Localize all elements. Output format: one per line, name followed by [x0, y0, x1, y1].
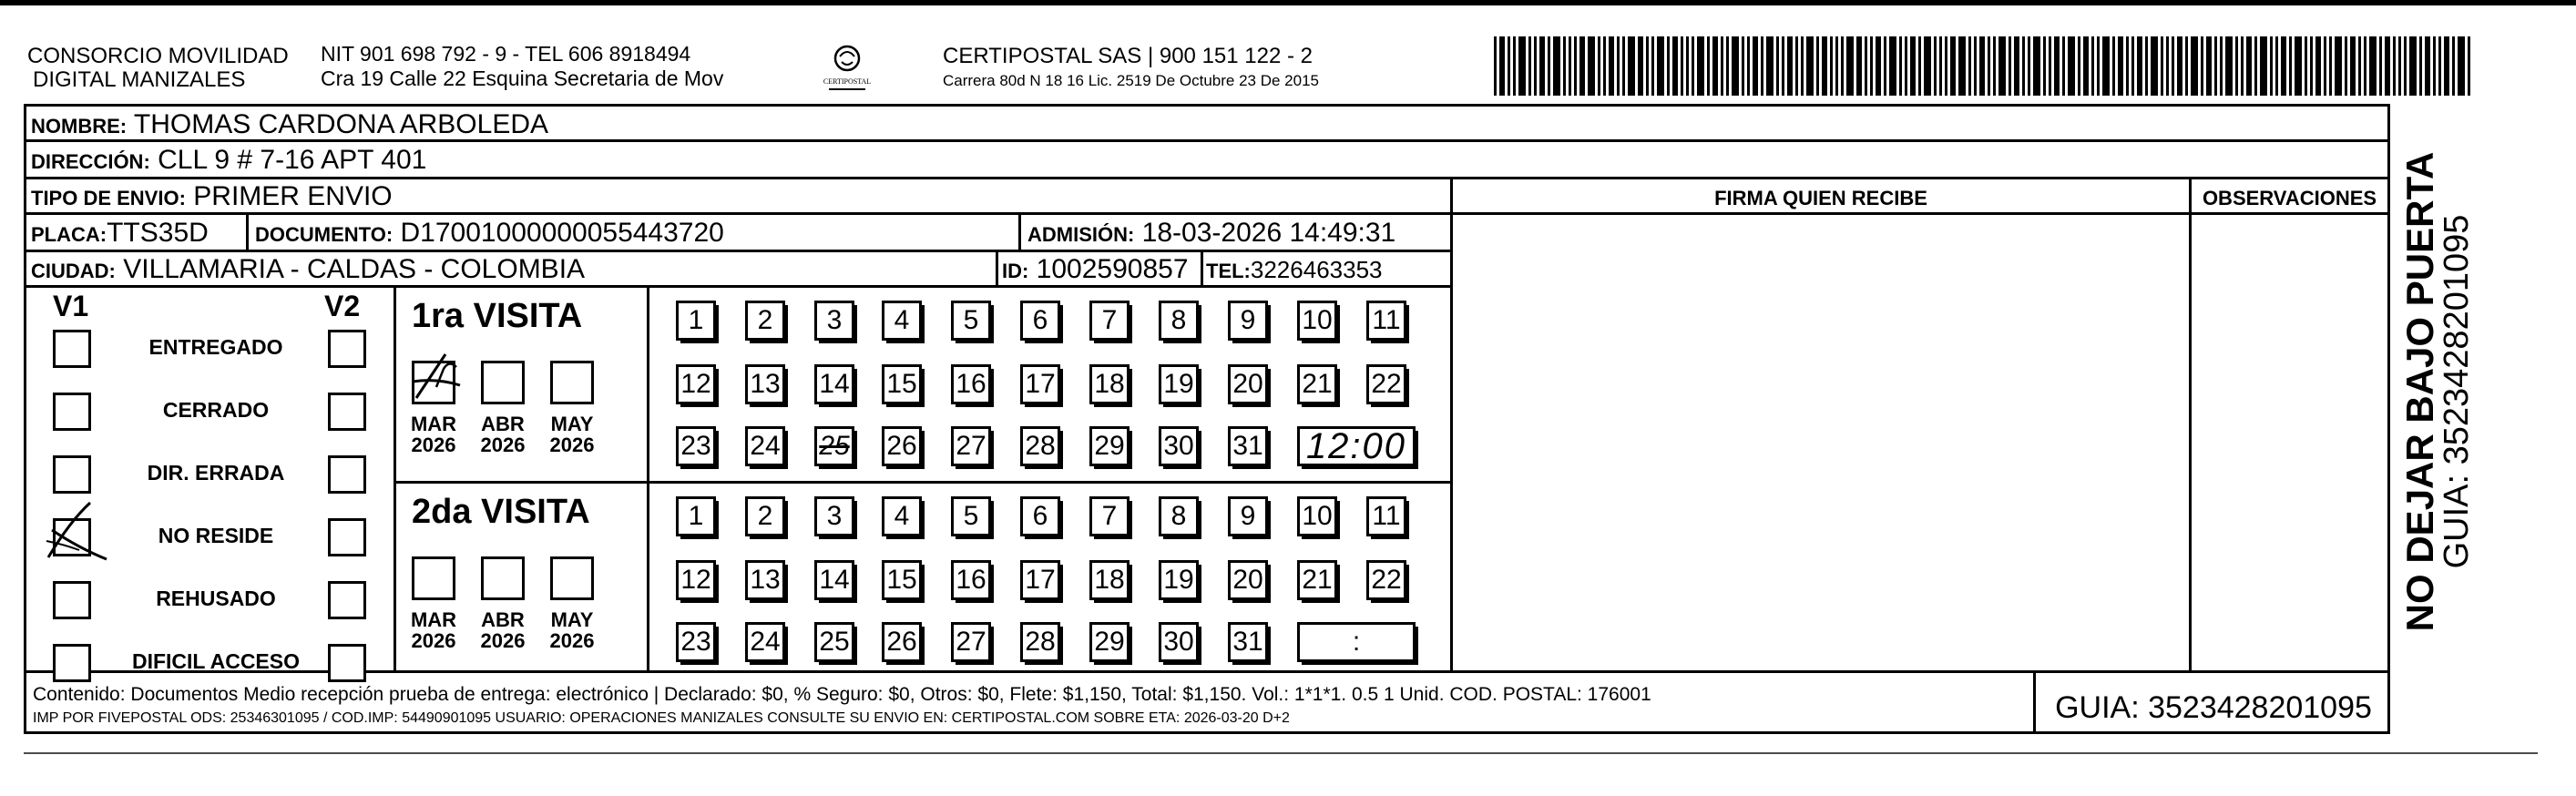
v1-checkbox[interactable]: [53, 455, 91, 494]
barcode-bar: [1806, 36, 1814, 96]
barcode-bar: [2379, 36, 2382, 96]
barcode-bar: [1628, 36, 1635, 96]
barcode-bar: [1830, 36, 1833, 96]
day-box[interactable]: 31: [1228, 426, 1268, 466]
barcode-bar: [2097, 36, 2100, 96]
barcode-bar: [2254, 36, 2257, 96]
barcode-bar: [2161, 36, 2163, 96]
day-box[interactable]: 25: [814, 622, 854, 662]
day-box[interactable]: 1: [676, 301, 716, 341]
day-box[interactable]: 3: [814, 496, 854, 536]
barcode-bar: [2444, 36, 2449, 96]
day-box[interactable]: 13: [745, 364, 785, 404]
barcode-bar: [2062, 36, 2065, 96]
direccion-field: [31, 147, 426, 174]
month-checkbox[interactable]: [412, 361, 455, 404]
day-box[interactable]: 28: [1020, 622, 1060, 662]
barcode-bar: [1574, 36, 1577, 96]
day-box[interactable]: 30: [1159, 622, 1199, 662]
month-label: MAR 2026: [410, 413, 457, 457]
v2-checkbox[interactable]: [328, 644, 366, 682]
barcode-bar: [2191, 36, 2198, 96]
barcode-bar: [1499, 36, 1505, 96]
barcode-bar: [2131, 36, 2134, 96]
barcode-bar: [1603, 36, 1606, 96]
barcode-bar: [1638, 36, 1643, 96]
company-line-1: CONSORCIO MOVILIDAD: [27, 44, 289, 68]
barcode-bar: [2043, 36, 2046, 96]
month-label: ABR 2026: [480, 608, 526, 653]
month-label: MAR 2026: [410, 608, 457, 653]
day-box[interactable]: 24: [745, 426, 785, 466]
barcode-bar: [1518, 36, 1526, 96]
day-box[interactable]: 16: [951, 560, 991, 600]
barcode-bar: [2172, 36, 2174, 96]
v1-label: V1: [53, 290, 89, 322]
barcode-bar: [2409, 36, 2417, 96]
barcode-bar: [1870, 36, 1873, 96]
barcode: [1494, 36, 2505, 96]
barcode-bar: [1776, 36, 1779, 96]
barcode-bar: [2185, 36, 2188, 96]
barcode-bar: [1539, 36, 1545, 96]
barcode-bar: [1846, 36, 1854, 96]
barcode-bar: [1979, 36, 1985, 96]
id-label: ID:: [1002, 260, 1029, 282]
barcode-bar: [2275, 36, 2278, 96]
direccion-value: CLL 9 # 7-16 APT 401: [158, 145, 427, 175]
day-box[interactable]: 7: [1089, 496, 1130, 536]
barcode-bar: [1856, 36, 1862, 96]
v1-checkbox[interactable]: [53, 518, 91, 556]
barcode-bar: [2335, 36, 2342, 96]
tipo-field: [31, 183, 393, 210]
barcode-bar: [2315, 36, 2321, 96]
barcode-bar: [2281, 36, 2286, 96]
day-box[interactable]: 19: [1159, 560, 1199, 600]
tel-value: 3226463353: [1250, 256, 1383, 283]
documento-label: DOCUMENTO:: [255, 223, 394, 246]
side-warning: NO DEJAR BAJO PUERTA: [2398, 151, 2441, 632]
barcode-bar: [1950, 36, 1956, 96]
barcode-bar: [2137, 36, 2142, 96]
barcode-bar: [2112, 36, 2115, 96]
barcode-bar: [1726, 36, 1729, 96]
documento-value: D17001000000055443720: [400, 218, 724, 248]
barcode-bar: [2214, 36, 2217, 96]
day-box[interactable]: 10: [1297, 496, 1337, 536]
day-box[interactable]: 26: [882, 622, 922, 662]
barcode-bar: [1988, 36, 1990, 96]
barcode-bar: [2398, 36, 2401, 96]
svg-text:CERTIPOSTAL: CERTIPOSTAL: [823, 77, 872, 86]
day-box[interactable]: 13: [745, 560, 785, 600]
day-box[interactable]: 22: [1366, 560, 1406, 600]
documento-field: [255, 219, 724, 247]
barcode-bar: [1934, 36, 1937, 96]
day-box[interactable]: 23: [676, 426, 716, 466]
barcode-bar: [1801, 36, 1804, 96]
day-box[interactable]: 3: [814, 301, 854, 341]
barcode-bar: [2145, 36, 2148, 96]
barcode-bar: [2091, 36, 2094, 96]
barcode-bar: [2393, 36, 2396, 96]
carrier-line: CERTIPOSTAL SAS | 900 151 122 - 2: [943, 44, 1313, 68]
day-box[interactable]: 2: [745, 301, 785, 341]
month-checkbox[interactable]: [550, 361, 594, 404]
barcode-bar: [2102, 36, 2110, 96]
carrier-address: Carrera 80d N 18 16 Lic. 2519 De Octubre 23 De 2015: [943, 72, 1319, 89]
day-box[interactable]: 18: [1089, 560, 1130, 600]
barcode-bar: [2310, 36, 2313, 96]
placa-label: PLACA:: [31, 223, 107, 246]
day-box[interactable]: 18: [1089, 364, 1130, 404]
barcode-bar: [1939, 36, 1942, 96]
barcode-bar: [1617, 36, 1620, 96]
barcode-bar: [1905, 36, 1907, 96]
v2-checkbox[interactable]: [328, 455, 366, 494]
day-box[interactable]: 25: [814, 426, 854, 466]
barcode-bar: [1974, 36, 1977, 96]
barcode-bar: [2358, 36, 2361, 96]
day-box[interactable]: 30: [1159, 426, 1199, 466]
day-box[interactable]: 27: [951, 426, 991, 466]
barcode-bar: [2246, 36, 2252, 96]
barcode-bar: [2118, 36, 2123, 96]
barcode-bar: [1588, 36, 1595, 96]
barcode-bar: [2295, 36, 2302, 96]
side-guia: GUIA: 3523428201095: [2438, 214, 2476, 569]
barcode-bar: [2369, 36, 2377, 96]
firma-label: FIRMA QUIEN RECIBE: [1714, 187, 1927, 209]
day-box[interactable]: 4: [882, 496, 922, 536]
day-box[interactable]: 14: [814, 364, 854, 404]
day-box[interactable]: 1: [676, 496, 716, 536]
address-line: Cra 19 Calle 22 Esquina Secretaria de Mov: [321, 66, 724, 90]
time-box[interactable]: 12:00: [1297, 426, 1416, 466]
day-box[interactable]: 2: [745, 496, 785, 536]
day-box[interactable]: 15: [882, 560, 922, 600]
id-value: 1002590857: [1036, 254, 1189, 284]
barcode-bar: [1657, 36, 1664, 96]
barcode-bar: [2078, 36, 2080, 96]
day-box[interactable]: 26: [882, 426, 922, 466]
barcode-bar: [1747, 36, 1750, 96]
barcode-bar: [1742, 36, 1744, 96]
day-box[interactable]: 11: [1366, 496, 1406, 536]
status-label: DIR. ERRADA: [147, 461, 285, 485]
barcode-bar: [1910, 36, 1916, 96]
company-line-2: DIGITAL MANIZALES: [33, 67, 246, 92]
month-checkbox[interactable]: [550, 556, 594, 600]
footer-content-line: Contenido: Documentos Medio recepción prueba de entrega: electrónico | Declarado: $0, % Seguro: $0, Otros: $0, Flete: $1,150, Total: $1,150. Vol.: 1*1*1. 0.5 1 Unid. COD. POSTAL: 176001: [33, 684, 1651, 705]
barcode-bar: [1508, 36, 1510, 96]
day-box[interactable]: 14: [814, 560, 854, 600]
barcode-bar: [1998, 36, 2006, 96]
admision-field: [1027, 219, 1395, 247]
barcode-bar: [1563, 36, 1566, 96]
day-box[interactable]: 5: [951, 301, 991, 341]
direccion-label: DIRECCIÓN:: [31, 150, 150, 173]
top-border: [0, 0, 2576, 5]
barcode-bar: [1945, 36, 1947, 96]
placa-field: [31, 219, 209, 247]
side-panel: [2398, 137, 2476, 647]
observaciones-label: OBSERVACIONES: [2202, 187, 2377, 209]
barcode-bar: [1835, 36, 1838, 96]
v2-checkbox[interactable]: [328, 330, 366, 368]
status-label: NO RESIDE: [158, 524, 274, 547]
barcode-bar: [1528, 36, 1531, 96]
day-box[interactable]: 24: [745, 622, 785, 662]
day-box[interactable]: 5: [951, 496, 991, 536]
barcode-bar: [1918, 36, 1921, 96]
barcode-bar: [2404, 36, 2407, 96]
v1-checkbox[interactable]: [53, 581, 91, 619]
barcode-bar: [2270, 36, 2273, 96]
barcode-bar: [2425, 36, 2430, 96]
barcode-bar: [2177, 36, 2182, 96]
v2-checkbox[interactable]: [328, 518, 366, 556]
barcode-bar: [1924, 36, 1931, 96]
day-box[interactable]: 9: [1228, 496, 1268, 536]
day-box[interactable]: 21: [1297, 364, 1337, 404]
barcode-bar: [1899, 36, 1902, 96]
barcode-bar: [1697, 36, 1704, 96]
tel-label: TEL:: [1206, 260, 1251, 282]
barcode-bar: [1494, 36, 1497, 96]
barcode-bar: [2014, 36, 2019, 96]
barcode-bar: [1865, 36, 1867, 96]
day-box[interactable]: 29: [1089, 622, 1130, 662]
day-box[interactable]: 29: [1089, 426, 1130, 466]
day-box[interactable]: 8: [1159, 301, 1199, 341]
nombre-field: [31, 111, 548, 138]
v2-label: V2: [324, 290, 361, 322]
barcode-bar: [2083, 36, 2089, 96]
month-checkbox[interactable]: [481, 361, 525, 404]
id-field: [1002, 256, 1189, 283]
admision-label: ADMISIÓN:: [1027, 223, 1135, 246]
v2-checkbox[interactable]: [328, 581, 366, 619]
tipo-label: TIPO DE ENVIO:: [31, 187, 186, 209]
barcode-bar: [2324, 36, 2326, 96]
barcode-bar: [1787, 36, 1793, 96]
ciudad-label: CIUDAD:: [31, 260, 116, 282]
barcode-bar: [1766, 36, 1774, 96]
barcode-bar: [1795, 36, 1798, 96]
footer-guia: GUIA: 3523428201095: [2055, 690, 2372, 725]
nombre-value: THOMAS CARDONA ARBOLEDA: [133, 109, 549, 139]
visit-title: 1ra VISITA: [412, 297, 583, 335]
day-box[interactable]: 23: [676, 622, 716, 662]
barcode-bar: [2364, 36, 2366, 96]
barcode-bar: [1884, 36, 1886, 96]
barcode-bar: [2028, 36, 2030, 96]
barcode-bar: [1712, 36, 1718, 96]
barcode-bar: [1622, 36, 1625, 96]
barcode-bar: [1609, 36, 1614, 96]
day-box[interactable]: 12: [676, 364, 716, 404]
day-box[interactable]: 16: [951, 364, 991, 404]
barcode-bar: [2329, 36, 2332, 96]
barcode-bar: [1732, 36, 1739, 96]
barcode-bar: [1681, 36, 1683, 96]
barcode-bar: [1993, 36, 1996, 96]
day-box[interactable]: 31: [1228, 622, 1268, 662]
barcode-bar: [2166, 36, 2169, 96]
day-box[interactable]: 17: [1020, 364, 1060, 404]
barcode-bar: [1707, 36, 1710, 96]
barcode-bar: [2241, 36, 2244, 96]
barcode-bar: [2350, 36, 2356, 96]
barcode-bar: [2126, 36, 2129, 96]
barcode-bar: [1782, 36, 1784, 96]
nombre-label: NOMBRE:: [31, 115, 128, 138]
barcode-bar: [2468, 36, 2470, 96]
day-box[interactable]: 28: [1020, 426, 1060, 466]
barcode-bar: [1667, 36, 1670, 96]
barcode-bar: [2009, 36, 2011, 96]
barcode-bar: [1753, 36, 1758, 96]
day-box[interactable]: 7: [1089, 301, 1130, 341]
barcode-bar: [2235, 36, 2238, 96]
visit-title: 2da VISITA: [412, 493, 590, 531]
barcode-bar: [1816, 36, 1819, 96]
barcode-bar: [2033, 36, 2040, 96]
barcode-bar: [2305, 36, 2307, 96]
day-box[interactable]: 20: [1228, 364, 1268, 404]
day-box[interactable]: 19: [1159, 364, 1199, 404]
day-box[interactable]: 20: [1228, 560, 1268, 600]
month-label: ABR 2026: [480, 413, 526, 457]
barcode-bar: [1534, 36, 1537, 96]
v1-checkbox[interactable]: [53, 644, 91, 682]
day-box[interactable]: 9: [1228, 301, 1268, 341]
barcode-bar: [2419, 36, 2422, 96]
barcode-bar: [2151, 36, 2158, 96]
barcode-bar: [2438, 36, 2441, 96]
day-box[interactable]: 8: [1159, 496, 1199, 536]
barcode-bar: [2054, 36, 2060, 96]
status-label: ENTREGADO: [148, 335, 283, 359]
barcode-bar: [1672, 36, 1678, 96]
footer-print-line: IMP POR FIVEPOSTAL ODS: 25346301095 / COD.IMP: 54490901095 USUARIO: OPERACIONES MANIZALES CONSULTE SU ENVIO EN: CERTIPOSTAL.COM SOBRE ETA: 2026-03-20 D+2: [33, 710, 1290, 726]
barcode-bar: [2068, 36, 2075, 96]
tipo-value: PRIMER ENVIO: [193, 181, 393, 211]
barcode-bar: [2260, 36, 2267, 96]
day-box[interactable]: 17: [1020, 560, 1060, 600]
month-checkbox[interactable]: [481, 556, 525, 600]
barcode-bar: [1876, 36, 1881, 96]
placa-value: TTS35D: [107, 218, 209, 248]
v2-checkbox[interactable]: [328, 393, 366, 431]
barcode-bar: [2201, 36, 2203, 96]
month-label: MAY 2026: [549, 608, 595, 653]
day-box[interactable]: 6: [1020, 496, 1060, 536]
barcode-bar: [2220, 36, 2223, 96]
barcode-bar: [1721, 36, 1723, 96]
nit-line: NIT 901 698 792 - 9 - TEL 606 8918494: [321, 42, 691, 66]
barcode-bar: [1569, 36, 1571, 96]
time-box[interactable]: :: [1297, 622, 1416, 662]
barcode-bar: [1692, 36, 1694, 96]
day-box[interactable]: 15: [882, 364, 922, 404]
barcode-bar: [2385, 36, 2390, 96]
certipostal-logo: [820, 42, 874, 97]
barcode-bar: [1646, 36, 1649, 96]
status-label: CERRADO: [162, 398, 270, 422]
day-box[interactable]: 4: [882, 301, 922, 341]
barcode-bar: [1889, 36, 1896, 96]
barcode-bar: [2225, 36, 2233, 96]
barcode-bar: [1822, 36, 1827, 96]
barcode-bar: [1598, 36, 1600, 96]
ciudad-field: [31, 256, 585, 283]
barcode-bar: [1553, 36, 1560, 96]
barcode-bar: [1513, 36, 1516, 96]
tel-field: [1206, 258, 1383, 281]
barcode-bar: [1841, 36, 1844, 96]
status-label: DIFICIL ACCESO: [131, 649, 300, 673]
barcode-bar: [1651, 36, 1654, 96]
month-label: MAY 2026: [549, 413, 595, 457]
barcode-bar: [1968, 36, 1971, 96]
admision-value: 18-03-2026 14:49:31: [1141, 218, 1396, 248]
ciudad-value: VILLAMARIA - CALDAS - COLOMBIA: [123, 254, 586, 284]
barcode-bar: [2452, 36, 2455, 96]
barcode-bar: [1958, 36, 1966, 96]
barcode-bar: [1686, 36, 1689, 96]
day-box[interactable]: 6: [1020, 301, 1060, 341]
day-box[interactable]: 12: [676, 560, 716, 600]
status-label: REHUSADO: [156, 587, 276, 610]
day-box[interactable]: 21: [1297, 560, 1337, 600]
barcode-bar: [1761, 36, 1763, 96]
day-box[interactable]: 27: [951, 622, 991, 662]
barcode-bar: [2049, 36, 2051, 96]
day-box[interactable]: 11: [1366, 301, 1406, 341]
barcode-bar: [1579, 36, 1585, 96]
barcode-bar: [1548, 36, 1550, 96]
barcode-bar: [2345, 36, 2347, 96]
v1-checkbox[interactable]: [53, 393, 91, 431]
v1-checkbox[interactable]: [53, 330, 91, 368]
barcode-bar: [2289, 36, 2292, 96]
day-box[interactable]: 22: [1366, 364, 1406, 404]
barcode-bar: [2022, 36, 2025, 96]
month-checkbox[interactable]: [412, 556, 455, 600]
barcode-bar: [2206, 36, 2212, 96]
day-box[interactable]: 10: [1297, 301, 1337, 341]
barcode-bar: [2433, 36, 2436, 96]
barcode-bar: [2458, 36, 2465, 96]
